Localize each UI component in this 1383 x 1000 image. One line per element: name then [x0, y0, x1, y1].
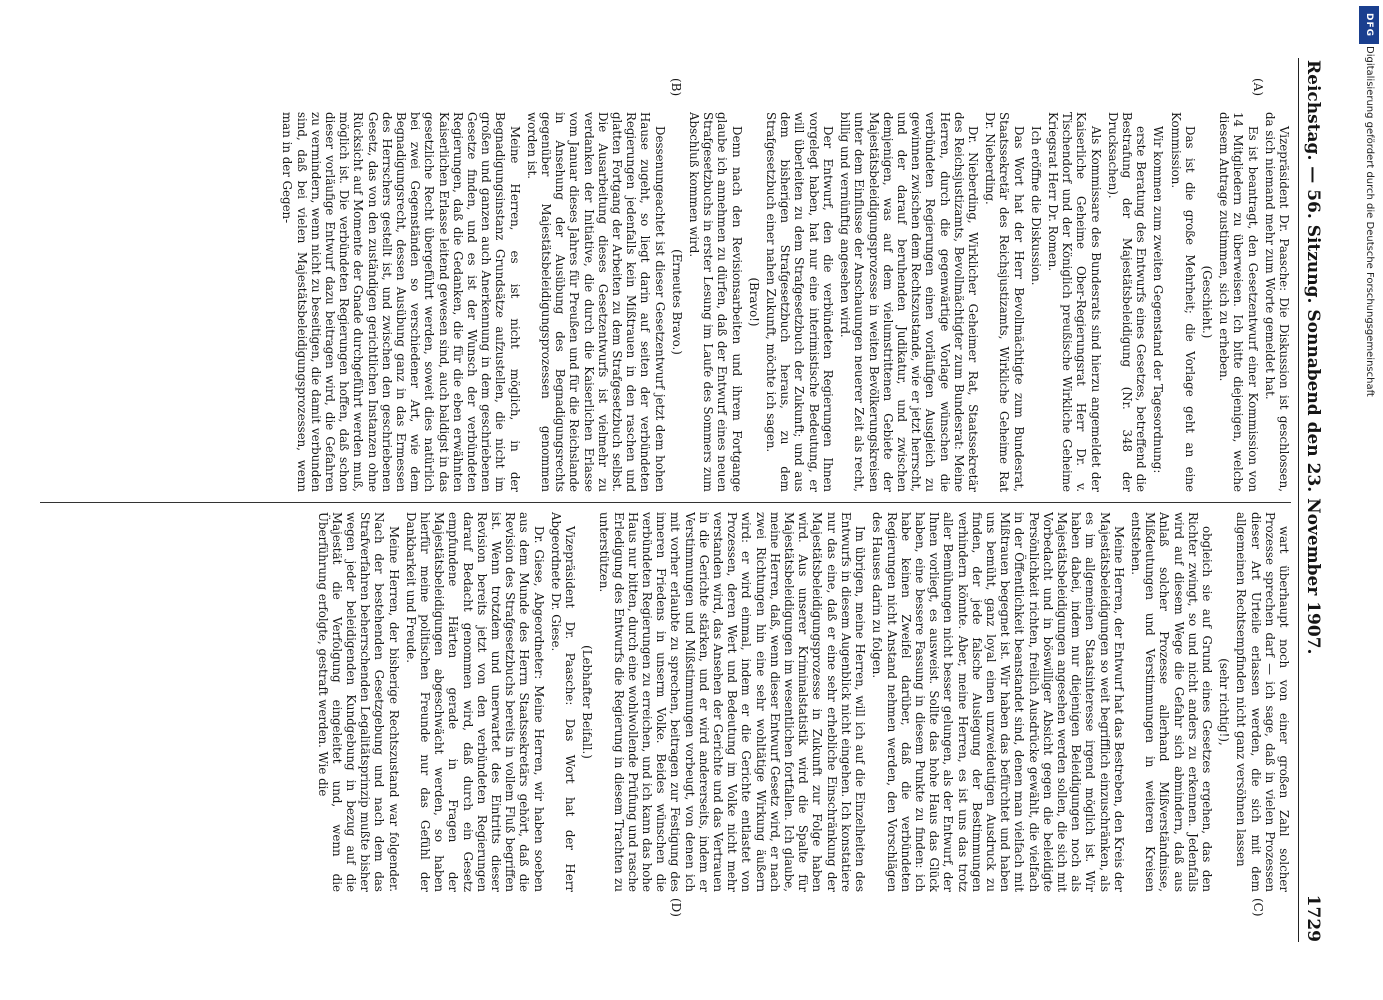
paragraph: Meine Herren, der Entwurf hat das Bestreben, den Kreis der Majestätsbeleidigungen so weit begrifflich einzuschränken, als es im allgemeinen Staatsinteresse irgend möglich ist. Wir haben dabei, indem nur diejenigen Beleidigungen noch als Majestätsbeleidigungen angesehen werden sollen, die sich mit Vorbedacht und in böswilliger Absicht gegen die beleidigte Persönlichkeit richten, freilich Ausdrücke gewählt, die vielfach in der Öffentlichkeit beanstandet sind, denen man vielfach mit Mißtrauen begegnet ist. Wir haben das befürchtet und haben uns bemüht, ganz loyal einen unzweideutigen Ausdruck zu finden, der jede falsche Auslegung der Bestimmungen verhindern könnte. Aber, meine Herren, es ist uns das trotz aller Bemühungen nicht besser gelungen, als der Entwurf, der Ihnen vorliegt, es ausweist. Sollte das hohe Haus das Glück haben, eine bessere Fassung in diesem Punkte zu finden: ich habe keinen Zweifel darüber, daß die verbündeten Regierungen nicht Anstand nehmen werden, den Vorschlägen des Hauses darin zu folgen. [870, 512, 1126, 892]
paragraph: Meine Herren, es ist nicht möglich, in der Begnadigungsinstanz Grundsätze aufzustellen, die nicht im großen und ganzen auch Anerkennung in dem geschriebenen Gesetze finden, und es ist der Wunsch der verbündeten Regierungen, daß die Gedanken, die für die eben erwähnten Kaiserlichen Erlasse leitend gewesen sind, auch baldigst in das gesetzliche Recht übergeführt werden, soweit dies natürlich bei zwei Gegenständen so verschiedener Art, wie dem Begnadigungsrecht, dessen Ausübung ganz in das Ermessen des Herrschers gestellt ist, und zwischen den geschriebenen Gesetz, das von den zuständigen gerichtlichen Instanzen ohne Rücksicht auf Momente der Gnade durchgeführt werden muß, möglich ist. Die verbündeten Regierungen hoffen, daß schon dieser vorläufige Entwurf dazu beitragen wird, die Gefahren zu vermindern, wenn nicht zu beseitigen, die damit verbunden sind, daß bei vielen Majestätsbeleidigungsprozessen, wenn man in der Gegen- [280, 112, 522, 492]
paragraph: (Erneutes Bravo.) [669, 249, 684, 355]
page-number: 1729 [1303, 894, 1323, 942]
dfg-logo: DFG [1359, 6, 1379, 44]
paragraph: Wir kommen zum zweiten Gegenstand der Tagesordnung: [1151, 126, 1166, 474]
paragraph: Es ist beantragt, den Gesetzentwurf einer Kommission von 14 Mitgliedern zu überweisen. Ich bitte diejenigen, welche diesem Antrage zustimmen, sich zu erheben. [1217, 112, 1260, 492]
page-header-title: Reichstag. — 56. Sitzung. Sonnabend den 23. November 1907. [1303, 60, 1323, 655]
paragraph: Vizepräsident Dr. Paasche: Die Diskussion ist geschlossen, da sich niemand mehr zum Worte gemeldet hat. [1262, 112, 1291, 492]
paragraph: Meine Herren, der bisherige Rechtszustand war folgender. Nach der bestehenden Gesetzgebung und nach dem das Strafverfahren beherrschenden Legalitätsprinzip mußte bisher wegen jeder beleidigenden Kundgebung in bezug auf die Majestät die Verfolgung eingeleitet und, wenn die Überführung erfolgte, gestraft werden. Wie die [315, 512, 401, 892]
paragraph: Der Entwurf, den die verbündeten Regierungen Ihnen vorgelegt haben, hat nur eine interimistische Bedeutung, er will überleiten zu dem Strafgesetzbuch der Zukunft; und aus dem bisherigen Strafgesetzbuch heraus, zu dem Strafgesetzbuch einer nahen Zukunft, möchte ich sagen. [764, 112, 835, 492]
paragraph: Ich eröffne die Diskussion. [1028, 126, 1043, 286]
margin-mark-d: (D) [669, 898, 683, 917]
paragraph: Dr. Giese, Abgeordneter: Meine Herren, wir haben soeben aus dem Munde des Herrn Staatssekretärs gehört, daß die Revision des Strafgesetzbuchs bereits in vollem Fluß begriffen ist. Wenn trotzdem und unerwartet des Eintritts dieser Revision bereits jetzt von den verbündeten Regierungen darauf Bedacht genommen wird, daß durch ein Gesetz empfundene Härten gerade in Fragen der Majestätsbeleidigungen abgeschwächt werden, so haben hierfür meine politischen Freunde nur das Gefühl der Dankbarkeit und Freude. [403, 512, 546, 892]
dfg-notice: Digitalisierung gefördert durch die Deutsche Forschungsgemeinschaft [1364, 46, 1375, 397]
paragraph: (sehr richtig!), [1217, 658, 1232, 746]
paragraph: obgleich sie auf Grund eines Gesetzes ergehen, das den Richter zwingt, so und nicht anders zu erkennen. Jedenfalls wird auf diesem Wege die Gefahr sich abmindern, daß aus Anlaß solcher Prozesse allerhand Mißverständnisse, Mißdeutungen und Verstimmungen in weiteren Kreisen entstehen. [1128, 512, 1214, 892]
text-column-2 [40, 512, 1291, 892]
paragraph: (Geschieht.) [1199, 265, 1214, 339]
paragraph: Dr. Nieberding, Wirklicher Geheimer Rat, Staatssekretär des Reichsjustizamts, Bevollmächtigter zum Bundesrat: Meine Herren, durch die gegenwärtige Vorlage wünschen die verbündeten Regierungen einen vorläufigen Ausgleich zu gewinnen zwischen dem Rechtszustande, wie er jetzt herrscht, und der darauf beruhenden Judikatur, und zwischen demjenigen, was auf dem vielumstrittenen Gebiete der Majestätsbeleidigungsprozesse in weiten Bevölkerungskreisen unter dem Einflusse der Anschauungen neuerer Zeit als recht, billig und vernünftig angesehen wird. [838, 112, 980, 492]
header-rule [1298, 58, 1299, 942]
paragraph: (Bravo!) [746, 277, 761, 327]
paragraph: (Lebhafter Beifall.) [580, 645, 595, 759]
paragraph: Vizepräsident Dr. Paasche: Das Wort hat der Herr Abgeordnete Dr. Giese. [548, 512, 578, 892]
margin-mark-b: (B) [669, 78, 683, 97]
paragraph: Als Kommissare des Bundesrats sind hierzu angemeldet der Kaiserliche Geheime Ober-Regierungsrat Herr Dr. v. Tischendorf und der Königlich preußische Wirkliche Geheime Kriegsrat Herr Dr. Romen. [1045, 112, 1103, 492]
paragraph: Dessenungeachtet ist dieser Gesetzentwurf jetzt dem hohen Hause zugeht, so liegt darin auf seiten der verbündeten Regierungen jedenfalls kein Mißtrauen in den raschen und glatten Fortgang der Arbeiten zu dem Strafgesetzbuch selbst. Die Ausarbeitung dieses Gesetzentwurfs ist vielmehr zu verdanken der Initiative, die durch die Kaiserlichen Erlasse vom Januar dieses Jahres für Preußen und für die Reichslande in Ansehung der Ausübung des Begnadigungsrechts gegenüber Majestätsbeleidigungsprozessen genommen worden ist. [524, 112, 667, 492]
margin-mark-c: (C) [1251, 898, 1265, 917]
text-column-1 [40, 112, 1291, 492]
paragraph: Denn nach den Revisionsarbeiten und ihrem Fortgange glaube ich annehmen zu dürfen, daß der Entwurf eines neuen Strafgesetzbuchs in erster Lesung im Laufe des Sommers zum Abschluß kommen wird. [687, 112, 744, 492]
paragraph: Das ist die große Mehrheit; die Vorlage geht an eine Kommission. [1168, 112, 1197, 492]
column-divider [40, 502, 1291, 503]
paragraph: erste Beratung des Entwurfs eines Gesetzes, betreffend die Bestrafung der Majestätsbeleidigung (Nr. 348 der Drucksachen). [1105, 112, 1149, 492]
paragraph: Im übrigen, meine Herren, will ich auf die Einzelheiten des Entwurfs in diesem Augenblick nicht eingehen. Ich konstatiere nur das eine, daß er eine sehr erhebliche Einschränkung der Majestätsbeleidigungsprozesse in Zukunft zur Folge haben wird. Aus unserer Kriminalstatistik wird die Spalte für Majestätsbeleidigungen im wesentlichen fortfallen. Ich glaube, meine Herren, daß, wenn dieser Entwurf Gesetz wird, er nach zwei Richtungen hin eine sehr wohltätige Wirkung äußern wird: er wird einmal, indem er die Gerichte entlastet von Prozessen, deren Wert und Bedeutung im Volke nicht mehr verstanden wird, das Ansehen der Gerichte und das Vertrauen in die Gerichte stärken, und er wird andererseits, indem er Verstimmungen und Mißstimmungen vorbeugt, von denen ich mit vorher erlaubte zu sprechen, beitragen zur Festigung des inneren Friedens in unserm Volke. Beides wünschen die verbündeten Regierungen zu erreichen, und ich kann das hohe Haus nur bitten, durch eine wohlwollende Prüfung und rasche Erledigung des Entwurfs die Regierung in diesem Trachten zu unterstützen. [597, 512, 868, 892]
margin-mark-a: (A) [1251, 78, 1265, 97]
dfg-sidebar [1355, 0, 1383, 1000]
paragraph: Das Wort hat der Herr Bevollmächtigte zum Bundesrat, Staatssekretär des Reichsjustizamts, Wirkliche Geheime Rat Dr. Nieberding. [983, 112, 1026, 492]
paragraph: wart überhaupt noch von einer großen Zahl solcher Prozesse sprechen darf — ich sage, daß in vielen Prozessen dieser Art Urteile erlassen werden, die sich mit dem allgemeinen Rechtsempfinden nicht ganz versöhnen lassen [1234, 512, 1291, 892]
